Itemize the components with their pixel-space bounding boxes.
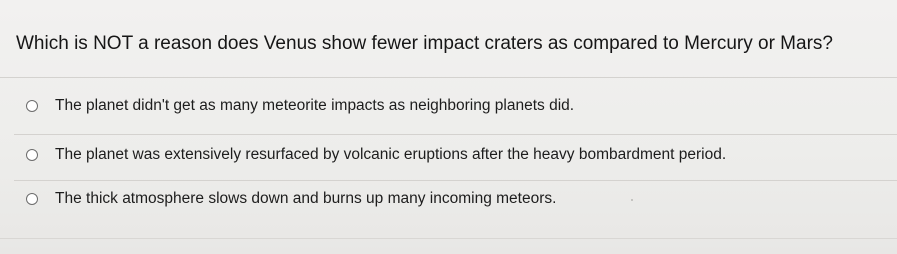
speck [631, 199, 633, 201]
answer-option-1[interactable] [26, 95, 574, 117]
radio-button[interactable] [26, 193, 38, 205]
divider [0, 77, 897, 78]
answer-option-3[interactable] [26, 188, 556, 210]
radio-button[interactable] [26, 100, 38, 112]
answer-option-label: The planet was extensively resurfaced by volcanic eruptions after the heavy bombardment period. [55, 146, 727, 163]
divider [14, 180, 897, 181]
answer-option-label: The thick atmosphere slows down and burns up many incoming meteors. [55, 190, 557, 207]
question-text: Which is NOT a reason does Venus show fewer impact craters as compared to Mercury or Mars? [16, 33, 833, 54]
answer-option-label: The planet didn't get as many meteorite impacts as neighboring planets did. [55, 97, 575, 114]
answer-option-2[interactable] [26, 144, 726, 166]
radio-button[interactable] [26, 149, 38, 161]
divider [0, 238, 897, 239]
divider [14, 134, 897, 135]
